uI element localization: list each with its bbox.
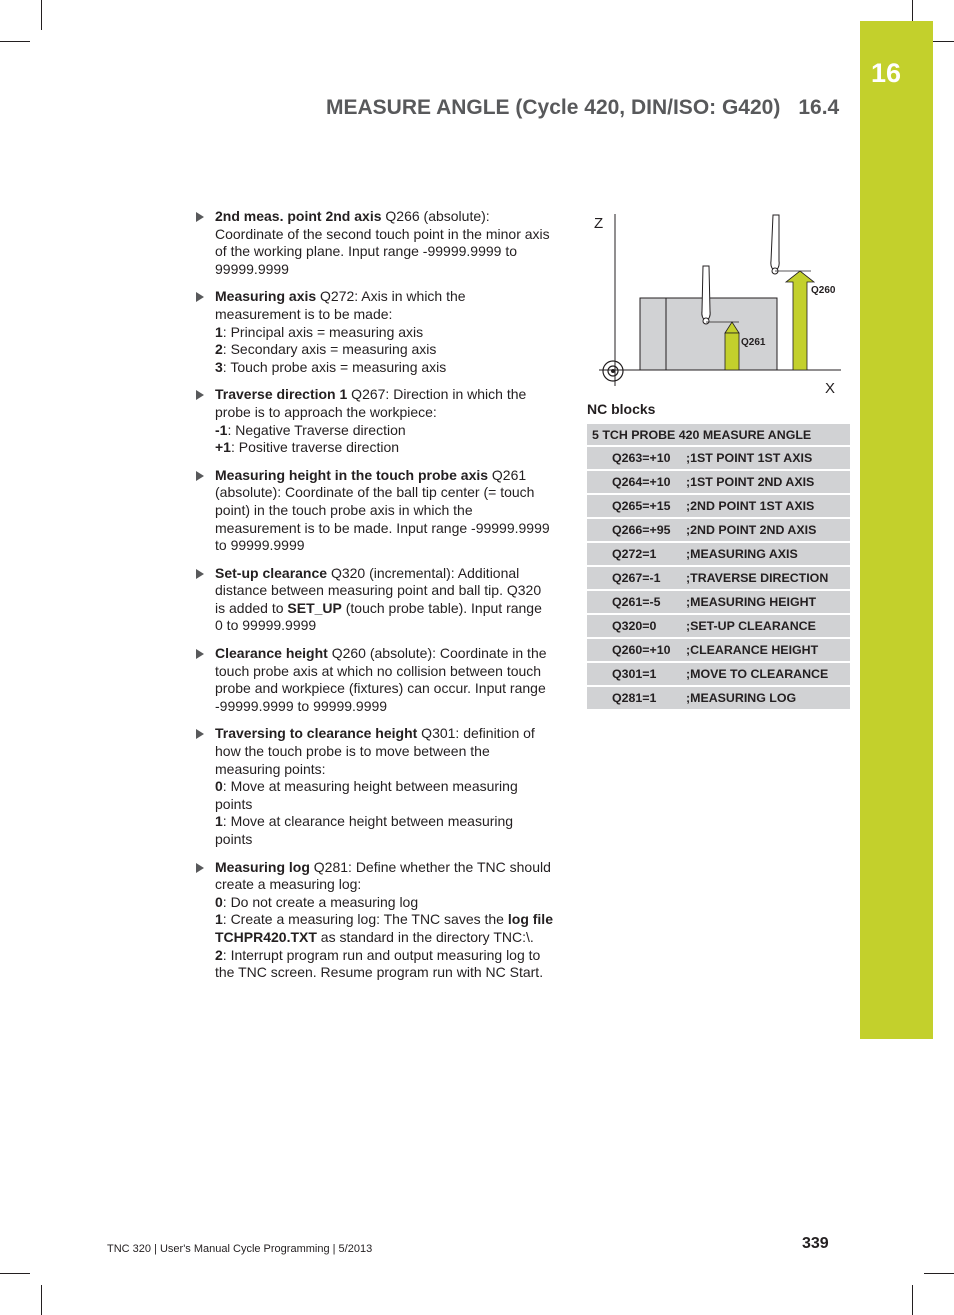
option-text: : Negative Traverse direction [227,421,406,438]
param-item [193,208,553,278]
param-item [193,645,553,715]
nc-param: Q260=+10 [587,638,686,662]
param-option [215,324,553,342]
option-text: : Interrupt program run and output measuring log to the TNC screen. Resume program run with NC Start. [215,946,544,981]
param-item [193,288,553,376]
param-name: 2nd meas. point 2nd axis [215,208,382,224]
option-keyword: log file TCHPR420.TXT [215,911,553,945]
param-name: Measuring axis [215,288,317,305]
nc-row [587,662,850,686]
option-text: : Secondary axis = measuring axis [222,341,437,358]
param-item [193,386,553,456]
nc-comment: ;2ND POINT 2ND AXIS [686,518,850,542]
param-name: Set-up clearance [215,564,328,581]
param-name: Measuring log [215,858,310,875]
nc-param: Q272=1 [587,542,686,566]
param-option [215,947,553,982]
param-item [193,859,553,982]
arrow-q260 [786,271,814,370]
nc-param: Q264=+10 [587,470,686,494]
param-name: Clearance height [215,645,328,662]
crop-mark [912,1285,913,1315]
label-q261: Q261 [741,337,766,348]
bullet-arrow-icon [196,649,204,659]
nc-param: Q267=-1 [587,566,686,590]
nc-param: Q265=+15 [587,494,686,518]
param-option [215,422,553,440]
option-key: 1 [215,813,223,830]
bullet-arrow-icon [196,471,204,481]
option-text: : Create a measuring log: The TNC saves the [222,911,508,928]
param-option [215,778,553,813]
option-text: : Touch probe axis = measuring axis [222,358,447,375]
probe-left [702,266,710,321]
option-text: : Move at clearance height between measuring points [215,813,514,847]
option-key: -1 [215,421,228,438]
option-key: 1 [215,323,223,340]
option-text-cont: as standard in the directory TNC:\. [316,928,534,945]
option-text: : Move at measuring height between measuring points [215,778,518,812]
param-description-cont: (touch probe table). Input range 0 to 99999.9999 [215,599,542,634]
nc-header-cell: 5 TCH PROBE 420 MEASURE ANGLE [587,424,850,446]
crop-mark [41,0,42,30]
param-keyword: SET_UP [287,599,342,616]
bullet-arrow-icon [196,729,204,739]
nc-row [587,638,850,662]
chapter-tab [860,21,933,1039]
param-description: Q272: Axis in which the measurement is to be made: [215,288,466,322]
option-key: 2 [215,341,223,358]
param-name: Measuring height in the touch probe axis [215,466,489,483]
nc-param: Q263=+10 [587,446,686,470]
nc-param: Q281=1 [587,686,686,710]
bullet-arrow-icon [196,212,204,222]
param-item [193,467,553,555]
probe-diagram [587,208,849,398]
bullet-arrow-icon [196,569,204,579]
crop-mark [41,1285,42,1315]
chapter-number: 16 [870,58,902,88]
param-item [193,565,553,635]
option-text: : Do not create a measuring log [222,893,419,910]
option-key: 0 [215,778,223,795]
bullet-arrow-icon [196,390,204,400]
page-header [326,96,840,120]
option-key: +1 [215,439,231,456]
nc-blocks-title: NC blocks [587,401,656,417]
crop-mark [0,41,30,42]
nc-row [587,686,850,710]
param-name: Traversing to clearance height [215,725,418,742]
param-description: Q301: definition of how the touch probe is to move between the measuring points: [215,725,535,777]
header-title: MEASURE ANGLE (Cycle 420, DIN/ISO: G420) [326,96,781,119]
option-key: 3 [215,358,223,375]
nc-param: Q301=1 [587,662,686,686]
nc-row [587,614,850,638]
nc-row [587,590,850,614]
param-description: Q261 (absolute): Coordinate of the ball tip center (= touch point) in the touch probe axis in which the measurement is to be made. Input range -99999.9999 to 99999.9999 [215,466,550,554]
nc-comment: ;CLEARANCE HEIGHT [686,638,850,662]
bullet-arrow-icon [196,863,204,873]
nc-row [587,494,850,518]
param-option [215,894,553,912]
param-option [215,341,553,359]
parameter-list [193,208,553,992]
param-description: Q260 (absolute): Coordinate in the touch probe axis at which no collision between touch probe and workpiece (fixtures) can occur. Input range -99999.9999 to 99999.9999 [215,645,547,714]
nc-param: Q320=0 [587,614,686,638]
option-key: 0 [215,893,223,910]
label-q260: Q260 [811,285,836,296]
nc-comment: ;1ST POINT 2ND AXIS [686,470,850,494]
axis-z-label: Z [594,215,604,232]
param-option [215,359,553,377]
footer-text: TNC 320 | User's Manual Cycle Programming | 5/2013 [107,1243,373,1255]
option-text: : Positive traverse direction [230,439,400,456]
nc-row [587,518,850,542]
nc-param: Q266=+95 [587,518,686,542]
nc-row [587,566,850,590]
page-number: 339 [802,1235,829,1252]
nc-row [587,542,850,566]
param-description: Q267: Direction in which the probe is to approach the workpiece: [215,386,527,420]
param-item [193,725,553,848]
param-name: Traverse direction 1 [215,386,348,403]
bullet-arrow-icon [196,292,204,302]
param-option [215,813,553,848]
probe-right [771,215,779,271]
option-text: : Principal axis = measuring axis [222,323,424,340]
crop-mark [924,1273,954,1274]
nc-param: Q261=-5 [587,590,686,614]
nc-row [587,446,850,470]
param-description: Q281: Define whether the TNC should create a measuring log: [215,858,551,893]
nc-comment: ;SET-UP CLEARANCE [686,614,850,638]
axis-x-label: X [825,380,836,397]
option-key: 1 [215,911,223,928]
nc-comment: ;MEASURING AXIS [686,542,850,566]
nc-comment: ;TRAVERSE DIRECTION [686,566,850,590]
nc-comment: ;1ST POINT 1ST AXIS [686,446,850,470]
nc-comment: ;2ND POINT 1ST AXIS [686,494,850,518]
header-section: 16.4 [798,96,840,119]
param-description: Q320 (incremental): Additional distance between measuring point and ball tip. Q320 is added to [215,564,542,616]
param-option [215,439,553,457]
nc-blocks-table [587,424,850,711]
nc-header-row [587,424,850,446]
nc-comment: ;MEASURING LOG [686,686,850,710]
option-key: 2 [215,946,223,963]
nc-comment: ;MEASURING HEIGHT [686,590,850,614]
nc-comment: ;MOVE TO CLEARANCE [686,662,850,686]
param-option [215,911,553,946]
param-description: Q266 (absolute): Coordinate of the second touch point in the minor axis of the working plane. Input range -99999.9999 to 99999.9999 [215,208,550,277]
nc-row [587,470,850,494]
crop-mark [0,1273,30,1274]
